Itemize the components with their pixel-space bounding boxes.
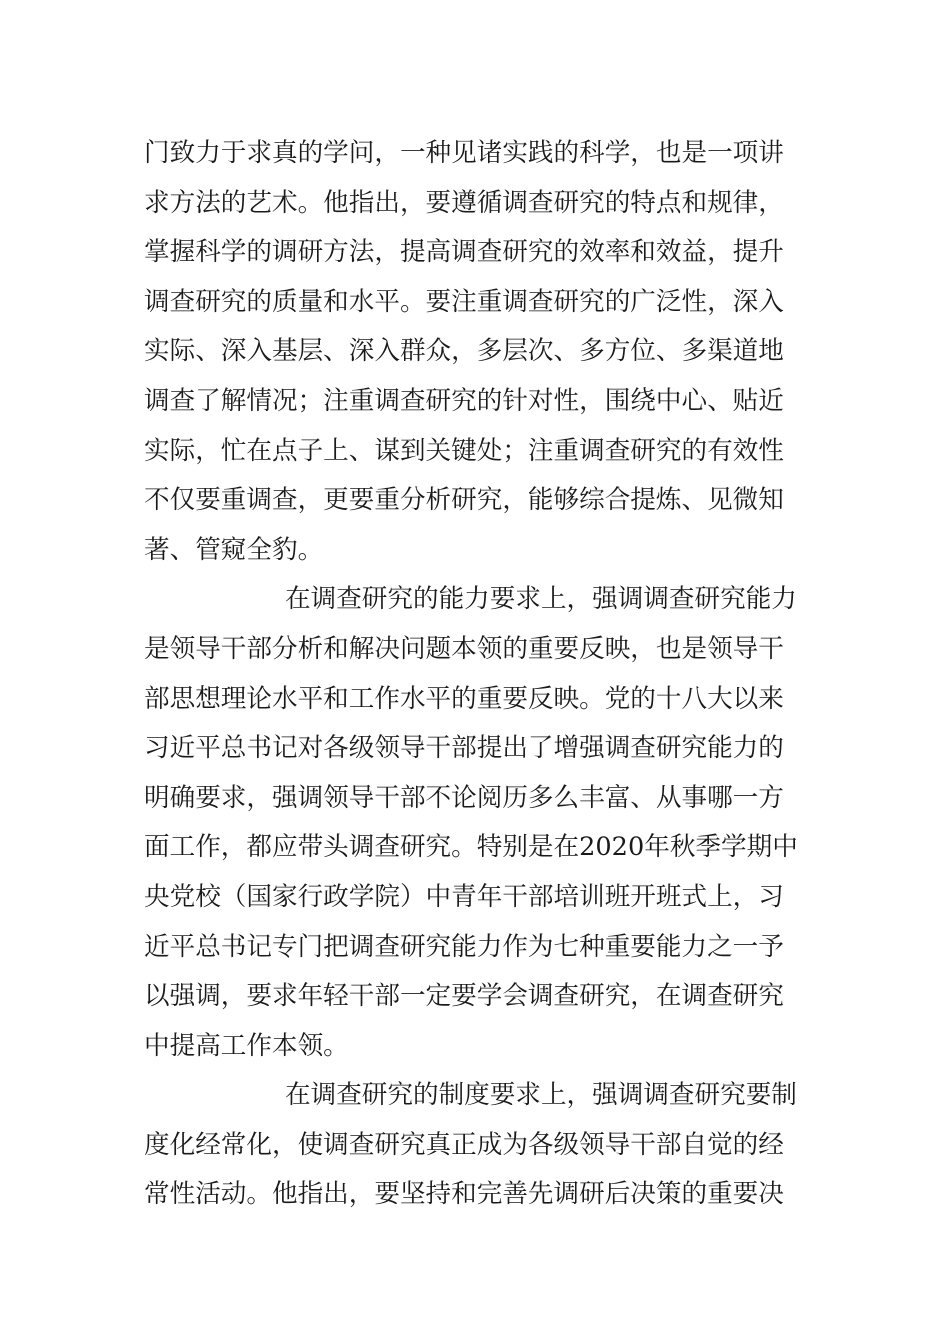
paragraph-2 [144, 575, 814, 1071]
text-line: 度化经常化，使调查研究真正成为各级领导干部自觉的经 [144, 1129, 784, 1160]
paragraph-1 [144, 129, 814, 575]
text-line: 中提高工作本领。 [144, 1030, 349, 1061]
text-line: 是领导干部分析和解决问题本领的重要反映，也是领导干 [144, 633, 784, 664]
document-body [144, 129, 814, 1220]
text-line-indented: 在调查研究的制度要求上，强调调查研究要制 [285, 1080, 797, 1111]
text-line: 著、管窥全豹。 [144, 534, 324, 565]
text-line: 调查了解情况；注重调查研究的针对性，围绕中心、贴近 [144, 385, 784, 416]
text-line: 门致力于求真的学问，一种见诸实践的科学，也是一项讲 [144, 138, 784, 168]
text-line: 明确要求，强调领导干部不论阅历多么丰富、从事哪一方 [144, 782, 784, 813]
text-line: 调查研究的质量和水平。要注重调查研究的广泛性，深入 [144, 286, 784, 317]
text-line: 掌握科学的调研方法，提高调查研究的效率和效益，提升 [144, 237, 784, 268]
text-line: 以强调，要求年轻干部一定要学会调查研究，在调查研究 [144, 981, 784, 1012]
text-line: 实际，忙在点子上、谋到关键处；注重调查研究的有效性 [144, 435, 784, 466]
text-line: 央党校（国家行政学院）中青年干部培训班开班式上，习 [144, 881, 784, 912]
text-line: 面工作，都应带头调查研究。特别是在2020年秋季学期中 [144, 832, 798, 863]
text-line: 习近平总书记对各级领导干部提出了增强调查研究能力的 [144, 733, 784, 764]
text-line: 不仅要重调查，更要重分析研究，能够综合提炼、见微知 [144, 485, 784, 516]
text-line: 近平总书记专门把调查研究能力作为七种重要能力之一予 [144, 931, 784, 962]
text-line: 实际、深入基层、深入群众，多层次、多方位、多渠道地 [144, 336, 784, 367]
text-line: 求方法的艺术。他指出，要遵循调查研究的特点和规律， [144, 187, 784, 218]
paragraph-3 [144, 1071, 814, 1220]
text-line: 部思想理论水平和工作水平的重要反映。党的十八大以来 [144, 683, 784, 714]
text-line: 常性活动。他指出，要坚持和完善先调研后决策的重要决 [144, 1179, 784, 1210]
text-line-indented: 在调查研究的能力要求上，强调调查研究能力 [285, 584, 797, 615]
